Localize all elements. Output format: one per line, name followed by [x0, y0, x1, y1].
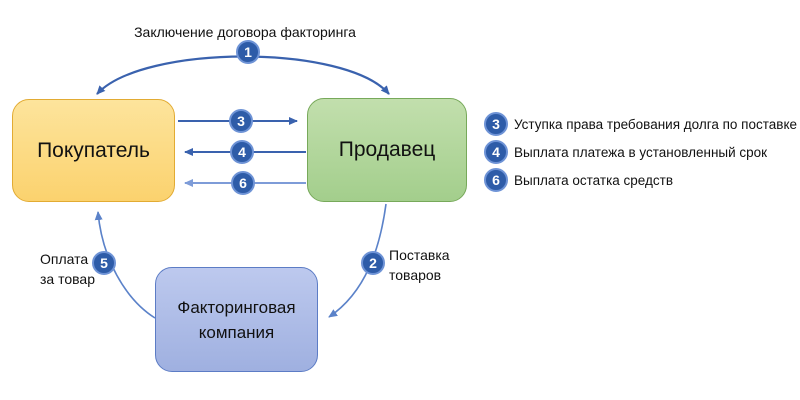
label-delivery: Поставка товаров	[389, 247, 450, 283]
legend-badge-step6: 6	[484, 168, 508, 192]
node-factoring-label: Факторинговая компания	[177, 297, 296, 342]
node-seller	[307, 98, 467, 202]
legend-text-step6: Выплата остатка средств	[514, 172, 673, 188]
legend-badge-step3: 3	[484, 112, 508, 136]
node-buyer	[12, 99, 175, 202]
label-contract: Заключение договора факторинга	[134, 24, 356, 40]
label-payment: Оплата за товар	[40, 251, 95, 287]
node-factoring	[155, 267, 318, 372]
node-buyer-label: Покупатель	[37, 138, 150, 162]
legend-badge-step4: 4	[484, 140, 508, 164]
legend-item-step4	[484, 139, 767, 165]
legend-item-step3	[484, 111, 797, 137]
badge-step1: 1	[236, 40, 260, 64]
badge-step4: 4	[230, 140, 254, 164]
badge-step3: 3	[229, 109, 253, 133]
legend-text-step3: Уступка права требования долга по поставке	[514, 116, 798, 132]
node-seller-label: Продавец	[338, 138, 436, 161]
badge-step6: 6	[231, 171, 255, 195]
legend-item-step6	[484, 167, 673, 193]
legend-text-step4: Выплата платежа в установленный срок	[514, 144, 768, 160]
badge-step2: 2	[361, 251, 385, 275]
badge-step5: 5	[92, 251, 116, 275]
